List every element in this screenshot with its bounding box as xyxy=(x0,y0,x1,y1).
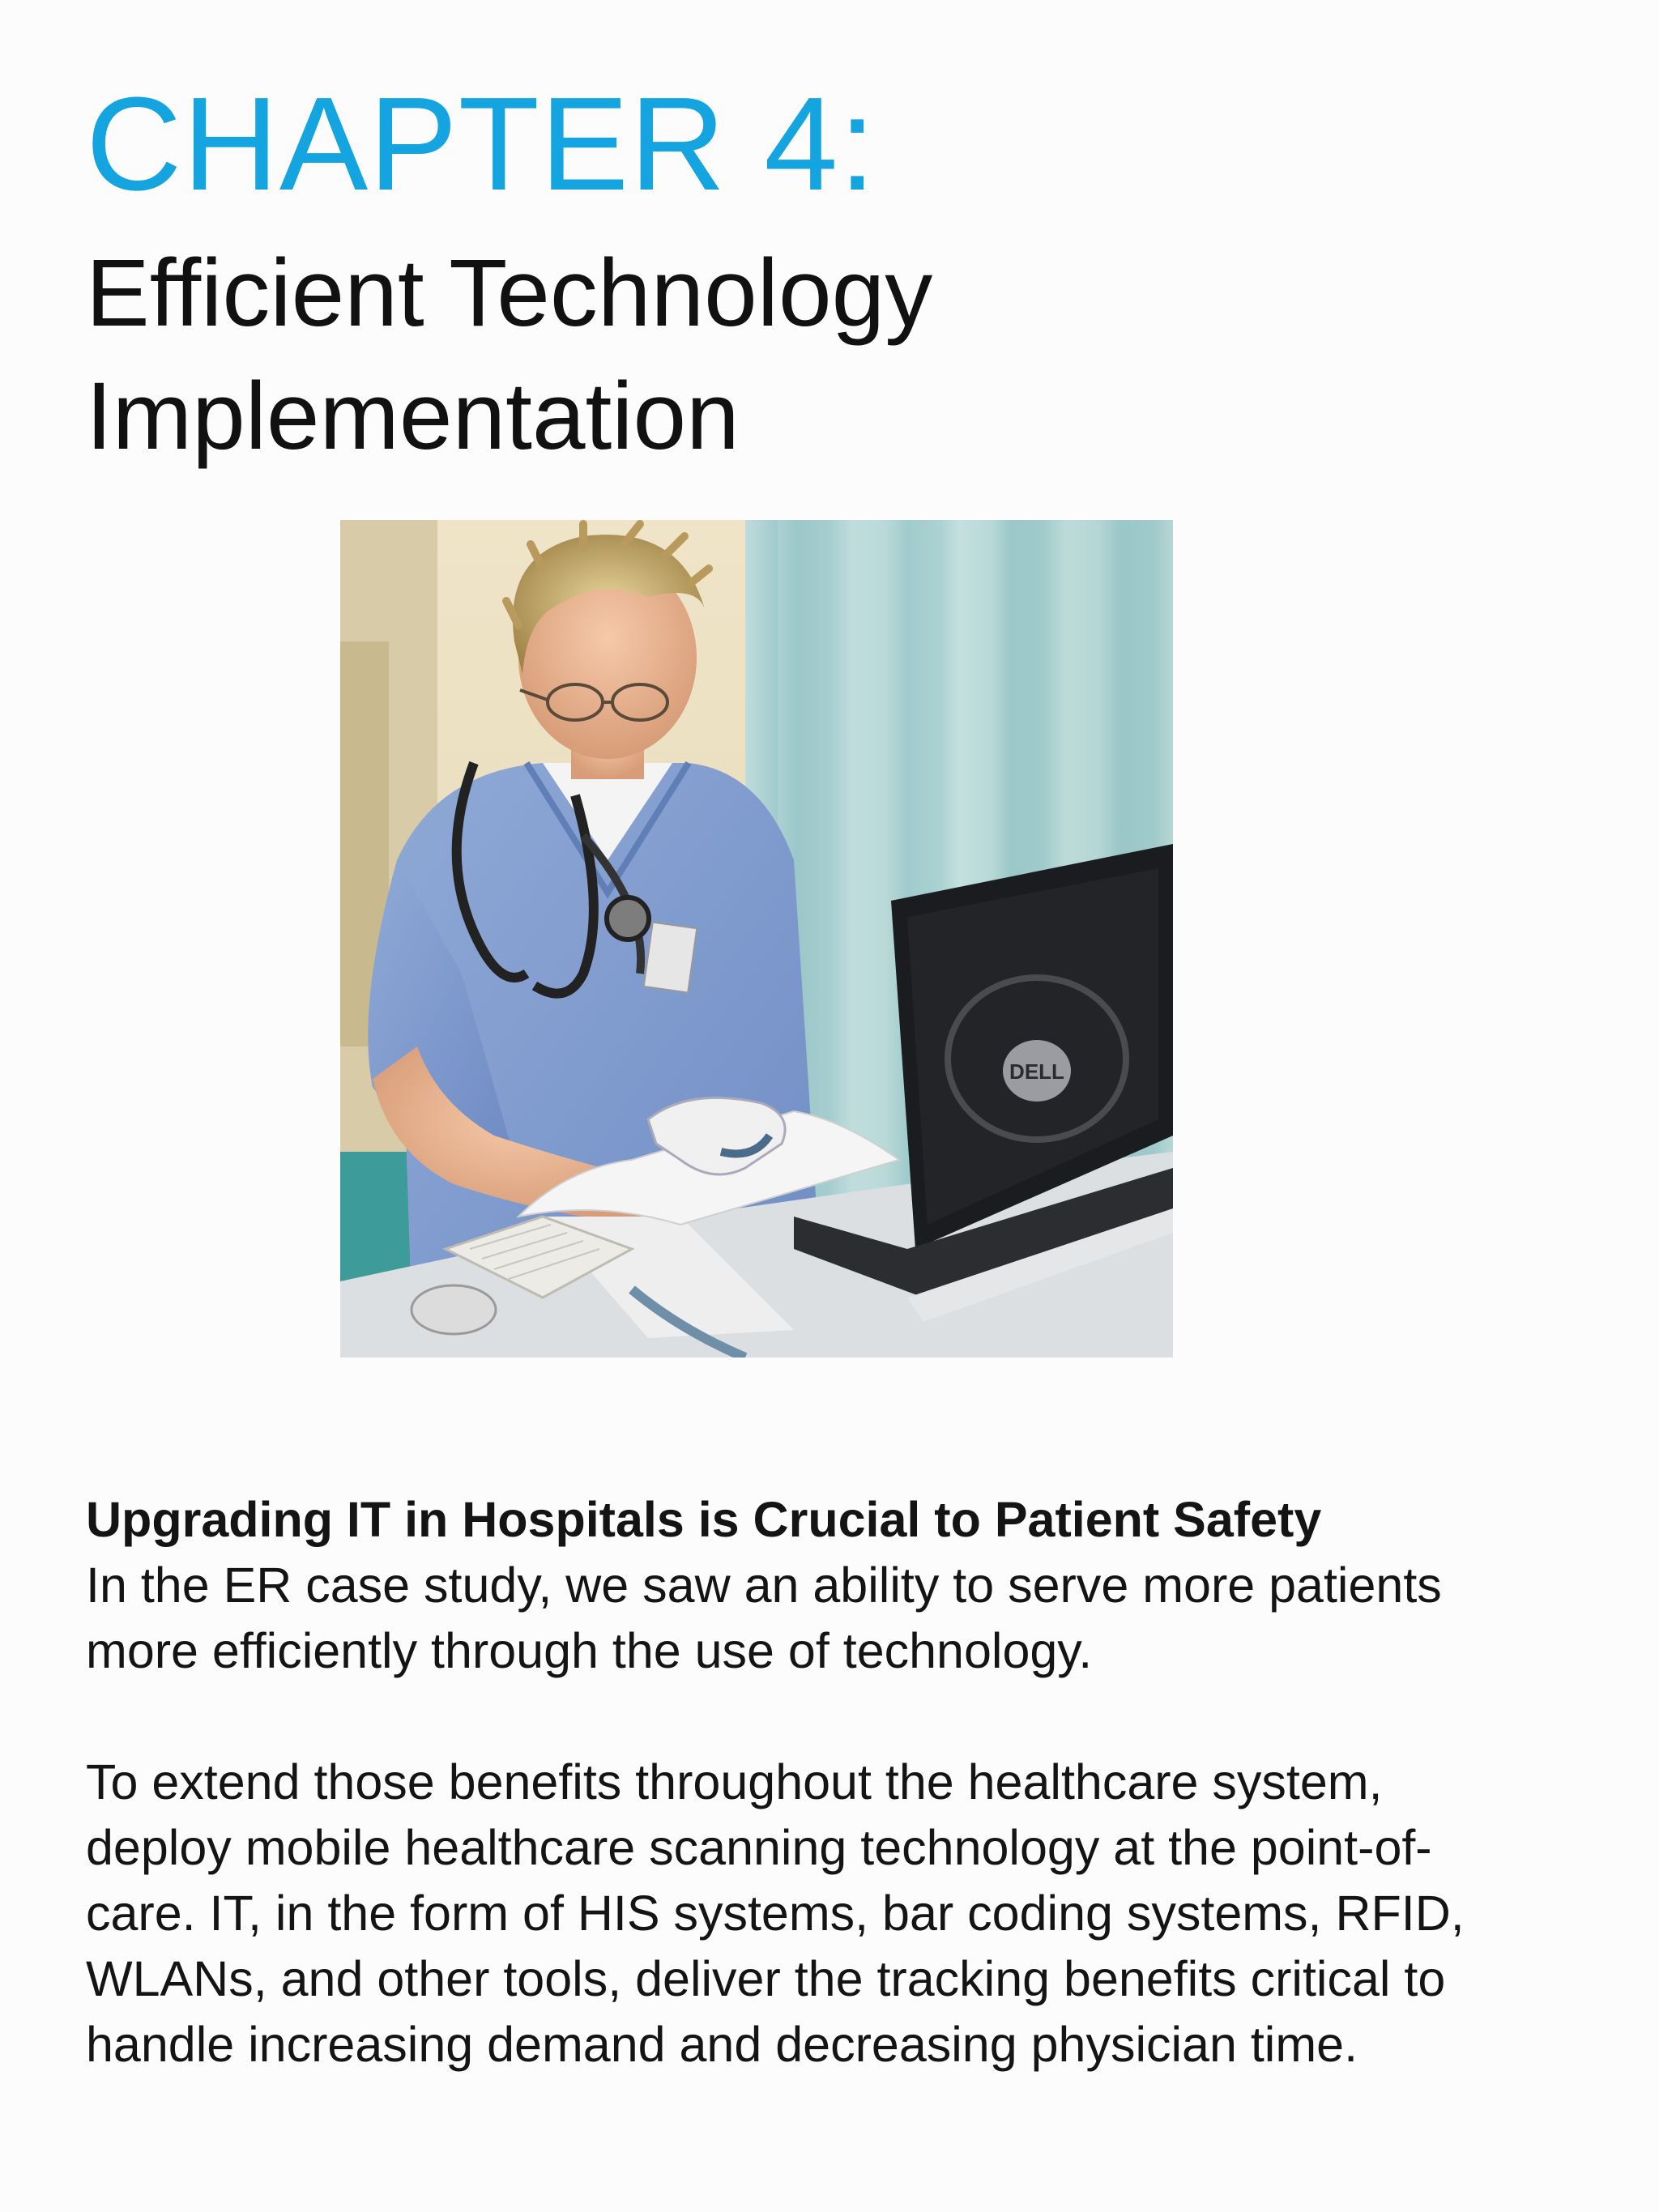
chapter-title-line-1: Efficient Technology xyxy=(86,240,933,347)
paragraph-1-line-2: more efficiently through the use of technology. xyxy=(86,1623,1093,1678)
section-heading: Upgrading IT in Hospitals is Crucial to Patient Safety xyxy=(86,1492,1322,1547)
paragraph-2-line-3: care. IT, in the form of HIS systems, bar coding systems, RFID, xyxy=(86,1886,1465,1941)
chapter-title xyxy=(86,232,932,478)
paragraph-2-line-1: To extend those benefits throughout the healthcare system, xyxy=(86,1754,1383,1809)
laptop-logo: DELL xyxy=(1009,1059,1064,1084)
article-section xyxy=(86,1487,1576,2078)
paragraph-2-line-2: deploy mobile healthcare scanning technology at the point-of- xyxy=(86,1820,1432,1875)
paragraph-1 xyxy=(86,1553,1576,1684)
paragraph-2 xyxy=(86,1750,1576,2078)
paragraph-2-line-4: WLANs, and other tools, deliver the tracking benefits critical to xyxy=(86,1951,1446,2006)
nurse-laptop-photo xyxy=(340,520,1173,1357)
paragraph-2-line-5: handle increasing demand and decreasing physician time. xyxy=(86,2017,1358,2072)
chapter-label: CHAPTER 4: xyxy=(86,70,876,218)
paragraph-1-line-1: In the ER case study, we saw an ability to serve more patients xyxy=(86,1558,1442,1613)
chapter-title-line-2: Implementation xyxy=(86,363,740,470)
